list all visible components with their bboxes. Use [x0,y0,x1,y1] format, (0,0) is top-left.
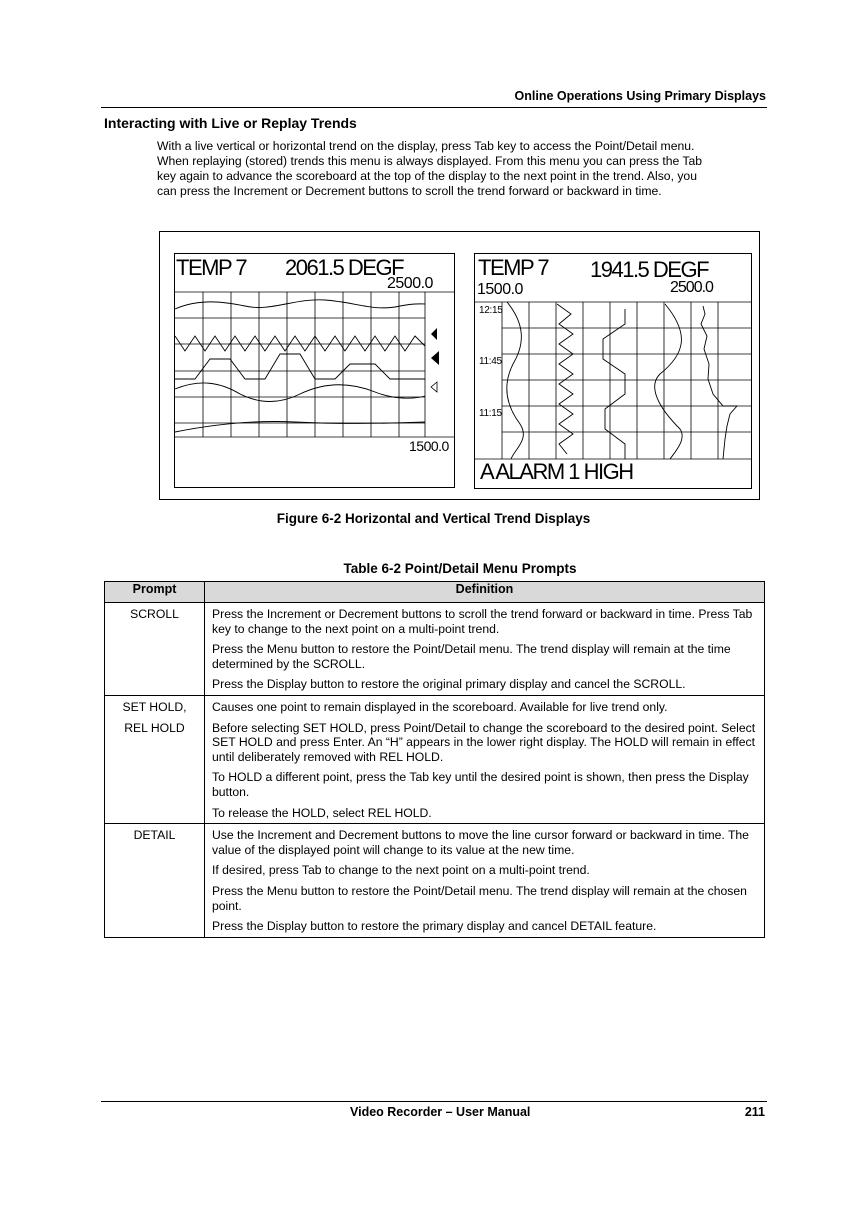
prompt-label: SCROLL [130,607,179,621]
definition-paragraph: To HOLD a different point, press the Tab key until the desired point is shown, then press the Display button. [212,770,749,799]
alarm-message: A ALARM 1 HIGH [480,459,633,484]
definition-cell [205,603,765,696]
table-row [105,695,765,823]
definition-paragraph: Causes one point to remain displayed in the scoreboard. Available for live trend only. [212,699,668,714]
definition-cell [205,695,765,823]
left-point-value: 2061.5 DEGF [285,255,404,280]
time-label: 11:15 [479,408,502,419]
table-row [105,603,765,696]
footer-title: Video Recorder – User Manual [350,1105,531,1119]
prompt-label: REL HOLD [124,720,185,735]
definition-paragraph: If desired, press Tab to change to the next point on a multi-point trend. [212,863,590,878]
table-row [105,824,765,938]
table-caption: Table 6-2 Point/Detail Menu Prompts [343,561,577,576]
page-number: 211 [744,1105,765,1119]
running-header: Online Operations Using Primary Displays [514,89,766,103]
horizontal-trend-chart [175,254,454,487]
right-point-value: 1941.5 DEGF [590,257,709,282]
right-scale-high: 2500.0 [670,279,713,296]
prompt-cell [105,695,205,823]
trend-line [175,300,425,309]
intro-line: can press the Increment or Decrement buttons to scroll the trend forward or backward in time. [157,184,662,198]
prompt-cell [105,824,205,938]
definition-paragraph: Press the Increment or Decrement buttons to scroll the trend forward or backward in time. Press Tab key to change to the next point on a multi-point trend. [212,607,753,636]
right-point-tag: TEMP 7 [478,255,549,280]
vertical-trend-chart [475,254,751,488]
hollow-point-marker-icon [431,382,437,392]
point-detail-menu-table [104,581,765,938]
right-scale-low: 1500.0 [477,281,523,298]
definition-paragraph: Press the Menu button to restore the Point/Detail menu. The trend display will remain at the time determined by the SCROLL. [212,642,731,671]
definition-paragraph: Press the Display button to restore the primary display and cancel DETAIL feature. [212,919,657,934]
selected-point-marker-icon [431,351,439,365]
trend-line [175,354,425,379]
time-label: 11:45 [479,356,502,367]
definition-paragraph: Press the Menu button to restore the Point/Detail menu. The trend display will remain at the chosen point. [212,883,747,913]
left-point-tag: TEMP 7 [176,255,247,280]
column-header-prompt: Prompt [105,582,205,603]
trend-line [701,306,737,459]
vertical-trend-display [474,253,752,489]
horizontal-trend-display [174,253,455,488]
header-rule [101,107,767,108]
time-label: 12:15 [479,305,503,316]
definition-paragraph: To release the HOLD, select REL HOLD. [212,805,432,820]
intro-line: With a live vertical or horizontal trend on the display, press Tab key to access the Point/Detail menu. [157,139,695,153]
trend-line [603,309,625,459]
left-scale-low: 1500.0 [409,438,449,454]
intro-paragraph [157,139,767,199]
prompt-label: SET HOLD, [122,699,187,714]
footer-rule [101,1101,767,1102]
definition-paragraph: Before selecting SET HOLD, press Point/Detail to change the scoreboard to the desired point. Select SET HOLD and press Enter. An “H” appears in the lower right display. The HOLD will remain in effect until deliberately removed with REL HOLD. [212,720,756,764]
trend-line [175,383,425,402]
trend-grid [175,292,454,437]
prompt-cell [105,603,205,696]
column-header-definition: Definition [205,582,765,603]
point-marker-icon [431,328,437,340]
intro-line: key again to advance the scoreboard at the top of the display to the next point in the trend. Also, you [157,169,697,183]
trend-line [507,302,524,459]
intro-line: When replaying (stored) trends this menu is always displayed. From this menu you can press the Tab [157,154,703,168]
definition-paragraph: Press the Display button to restore the original primary display and cancel the SCROLL. [212,677,686,692]
prompt-label: DETAIL [133,828,176,843]
definition-cell [205,824,765,938]
left-scale-high: 2500.0 [387,275,433,292]
figure-caption: Figure 6-2 Horizontal and Vertical Trend Displays [276,511,591,526]
table-header-row [105,582,765,603]
trend-line [175,336,425,351]
trend-line [557,304,573,454]
definition-paragraph: Use the Increment and Decrement buttons to move the line cursor forward or backward in time. The value of the displayed point will change to its value at the new time. [212,828,749,857]
trend-line [655,304,682,459]
section-title: Interacting with Live or Replay Trends [104,115,357,131]
